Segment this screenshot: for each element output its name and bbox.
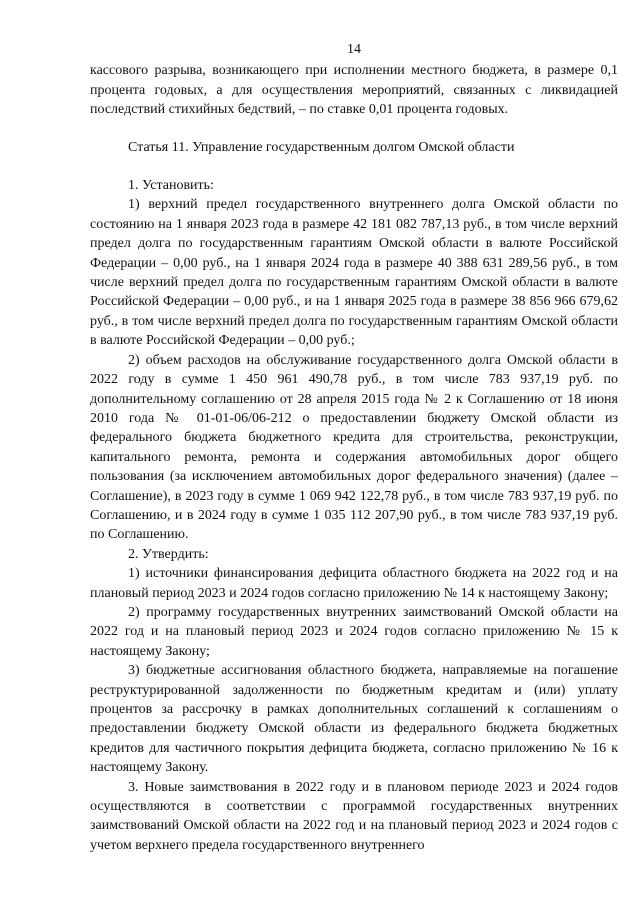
clause-1-item-2: 2) объем расходов на обслуживание государственного долга Омской области в 2022 году в сумме 1 450 961 490,78 руб., в том числе 783 937,19 руб. по дополнительному соглашению от 28 апреля 2015 года № 2 к Соглашению от 18 июня 2010 года № 01-01-06/06-212 о предоставлении бюджету Омской области из федерального бюджета бюджетного кредита для строительства, реконструкции, капитального ремонта, ремонта и содержания автомобильных дорог общего пользования (за исключением автомобильных дорог федерального значения) (далее – Соглашение), в 2023 году в сумме 1 069 942 122,78 руб., в том числе 783 937,19 руб. по Соглашению, и в 2024 году в сумме 1 035 112 207,90 руб., в том числе 783 937,19 руб. по Соглашению. <box>90 352 618 543</box>
page-number: 14 <box>347 42 361 57</box>
clause-2-item-3: 3) бюджетные ассигнования областного бюджета, направляемые на погашение реструктурированной задолженности по бюджетным кредитам и (или) уплату процентов за рассрочку в рамках дополнительных соглашений к соглашениям о предоставлении бюджету Омской области из федерального бюджета бюджетных кредитов для частичного покрытия дефицита бюджета, согласно приложению № 16 к настоящему Закону. <box>90 663 618 776</box>
article-title: Статья 11. Управление государственным долгом Омской области <box>128 139 515 155</box>
clause-1-item-1: 1) верхний предел государственного внутреннего долга Омской области по состоянию на 1 января 2023 года в размере 42 181 082 787,13 руб., в том числе верхний предел долга по государственным гарантиям Омской области в валюте Российской Федерации – 0,00 руб., на 1 января 2024 года в размере 40 388 631 289,56 руб., в том числе верхний предел долга по государственным гарантиям Омской области в валюте Российской Федерации – 0,00 руб., и на 1 января 2025 года в размере 38 856 966 679,62 руб., в том числе верхний предел долга по государственным гарантиям Омской области в валюте Российской Федерации – 0,00 руб.; <box>90 197 618 349</box>
clause-3: 3. Новые заимствования в 2022 году и в плановом периоде 2023 и 2024 годов осуществляются в соответствии с программой государственных внутренних заимствований Омской области на 2022 год и на плановый период 2023 и 2024 годов с учетом верхнего предела государственного внутреннего <box>90 779 618 853</box>
clause-2-item-1: 1) источники финансирования дефицита областного бюджета на 2022 год и на плановый период 2023 и 2024 годов согласно приложению № 14 к настоящему Закону; <box>90 566 618 601</box>
clause-1-heading: 1. Установить: <box>128 178 214 194</box>
paragraph-continuation: кассового разрыва, возникающего при исполнении местного бюджета, в размере 0,1 процента годовых, а для осуществления мероприятий, связанных с ликвидацией последствий стихийных бедствий, – по ставке 0,01 процента годовых. <box>90 63 618 118</box>
clause-2-item-2: 2) программу государственных внутренних заимствований Омской области на 2022 год и на плановый период 2023 и 2024 годов согласно приложению № 15 к настоящему Закону; <box>90 604 618 659</box>
clause-2-heading: 2. Утвердить: <box>128 546 209 562</box>
